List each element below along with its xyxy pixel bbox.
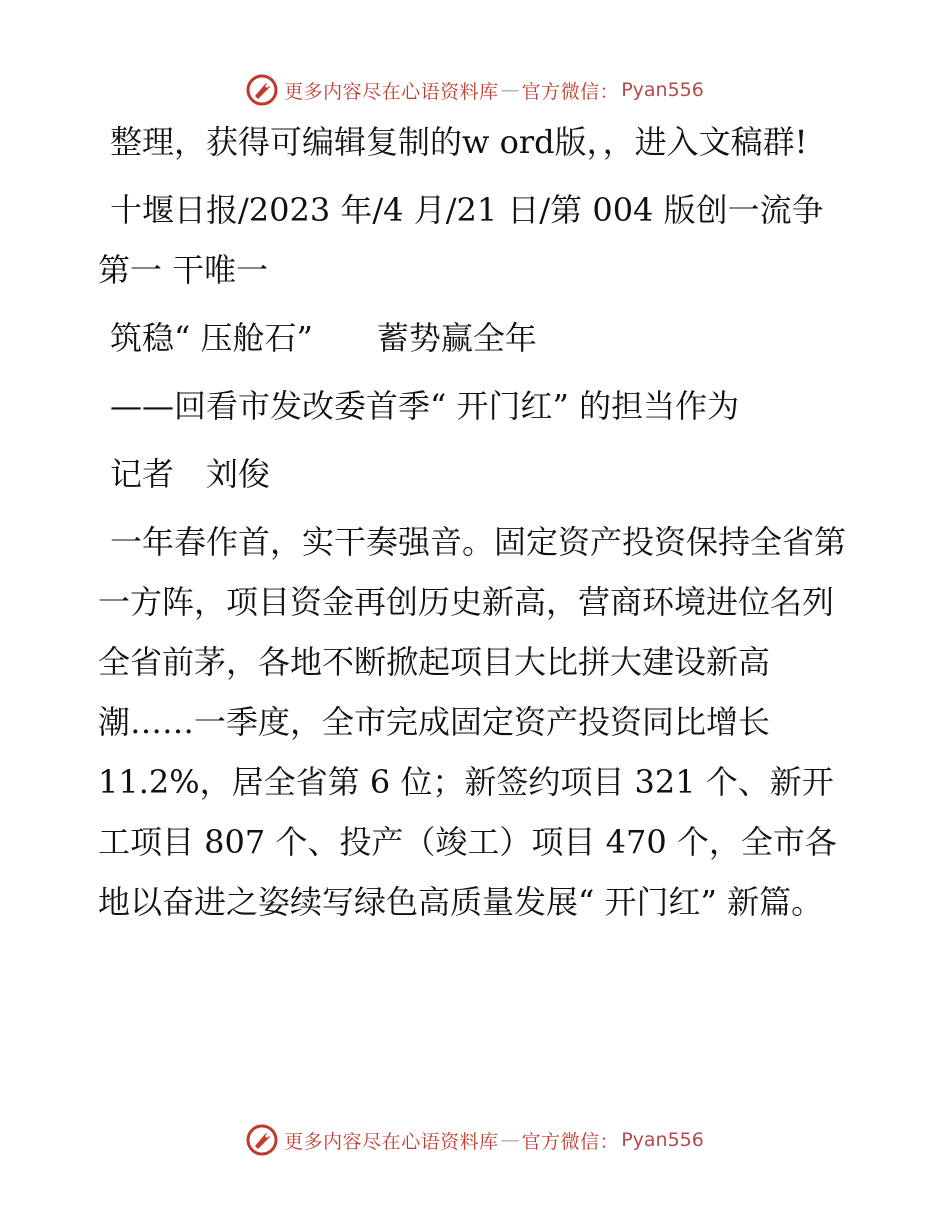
footer-watermark — [0, 1120, 950, 1160]
watermark-separator: — — [500, 1129, 520, 1151]
byline: 记者 刘俊 — [110, 455, 271, 493]
pen-nib-circle-icon — [246, 1124, 278, 1156]
watermark-contact: 官方微信： — [521, 80, 620, 103]
source-line: 十堰日报/2023 年/4 月/21 日/第 004 版创一流争第一 干唯一 — [98, 191, 824, 289]
watermark-separator: — — [500, 79, 520, 101]
watermark-site: 更多内容尽在心语资料库 — [284, 80, 499, 103]
intro-note: 整理，获得可编辑复制的w ord版，，进入文稿群! — [110, 123, 808, 161]
pen-nib-circle-icon — [246, 74, 278, 106]
document-body — [98, 112, 853, 932]
watermark-id: Pyan556 — [621, 1129, 704, 1151]
watermark-site: 更多内容尽在心语资料库 — [284, 1130, 499, 1153]
header-watermark — [0, 70, 950, 110]
article-subtitle: ——回看市发改委首季“ 开门红” 的担当作为 — [110, 387, 740, 425]
article-title: 筑稳“ 压舱石” 蓄势赢全年 — [110, 319, 537, 357]
body-paragraph: 一年春作首，实干奏强音。固定资产投资保持全省第一方阵，项目资金再创历史新高，营商环境进位名列全省前茅，各地不断掀起项目大比拼大建设新高潮……一季度，全市完成固定资产投资同比增长 11.2%，居全省第 6 位；新签约项目 321 个、新开工项目 807 个、投产（竣工）项目 470 个，全市各地以奋进之姿续写绿色高质量发展“ 开门红” 新篇。 — [98, 523, 847, 921]
watermark-id: Pyan556 — [621, 79, 704, 101]
watermark-contact: 官方微信： — [521, 1130, 620, 1153]
